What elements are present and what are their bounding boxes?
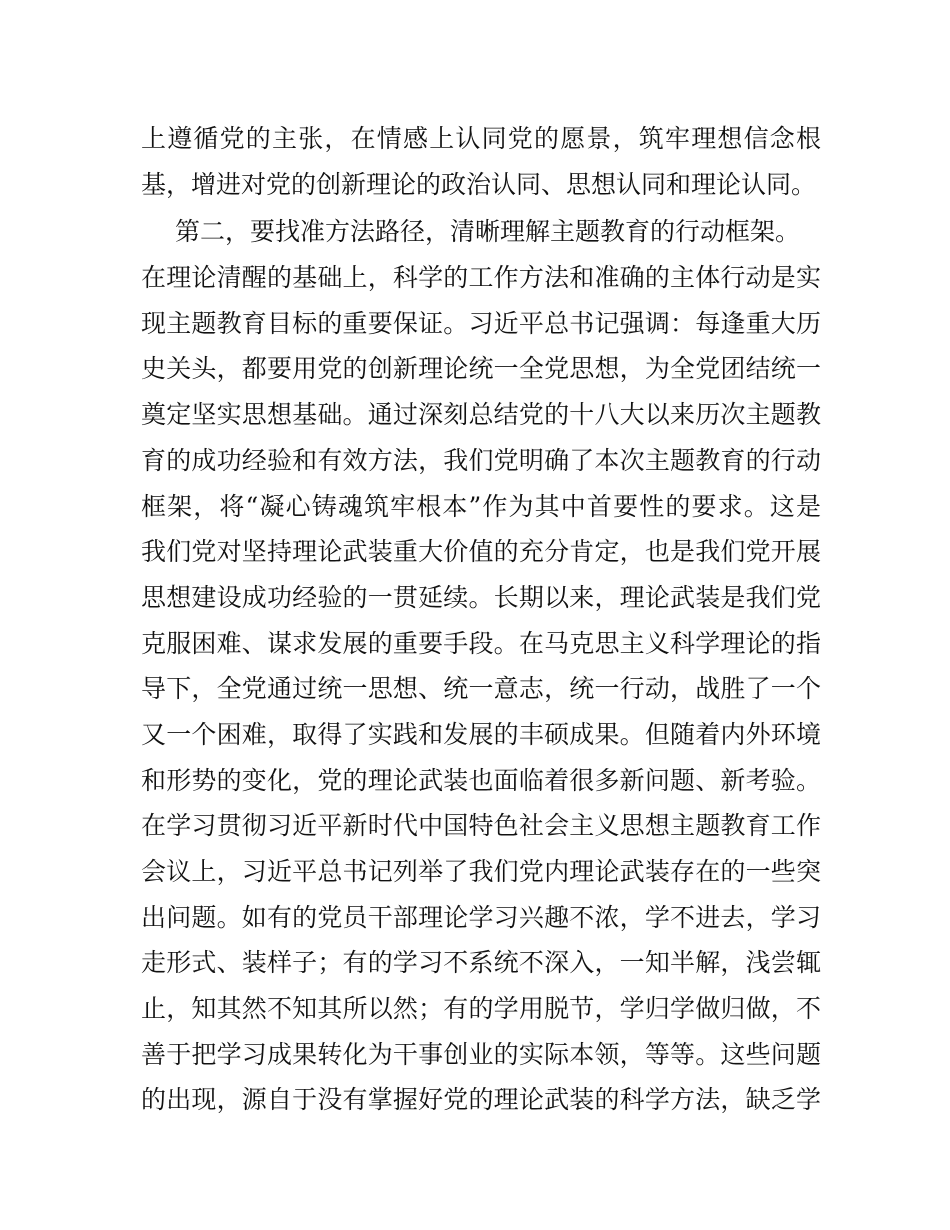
text-line: 在理论清醒的基础上，科学的工作方法和准确的主体行动是实	[141, 263, 821, 293]
text-line: 会议上，习近平总书记列举了我们党内理论武装存在的一些突	[141, 857, 821, 886]
text-line: 导下，全党通过统一思想、统一意志，统一行动，战胜了一个	[141, 674, 821, 704]
text-line: 和形势的变化，党的理论武装也面临着很多新问题、新考验。	[141, 765, 821, 795]
text-line: 我们党对坚持理论武装重大价值的充分肯定，也是我们党开展	[141, 537, 821, 567]
text-line: 第二，要找准方法路径，清晰理解主题教育的行动框架。	[175, 217, 801, 247]
text-line: 的出现，源自于没有掌握好党的理论武装的科学方法，缺乏学	[141, 1085, 821, 1115]
text-line: 框架，将“凝心铸魂筑牢根本”作为其中首要性的要求。这是	[141, 491, 821, 521]
text-line: 现主题教育目标的重要保证。习近平总书记强调：每逢重大历	[141, 308, 821, 338]
text-line: 出问题。如有的党员干部理论学习兴趣不浓，学不进去，学习	[141, 902, 821, 932]
text-line: 善于把学习成果转化为干事创业的实际本领，等等。这些问题	[141, 1039, 821, 1069]
text-line: 奠定坚实思想基础。通过深刻总结党的十八大以来历次主题教	[141, 400, 821, 430]
text-line: 又一个困难，取得了实践和发展的丰硕成果。但随着内外环境	[141, 719, 821, 749]
text-line: 走形式、装样子；有的学习不系统不深入，一知半解，浅尝辄	[141, 948, 821, 978]
text-line: 育的成功经验和有效方法，我们党明确了本次主题教育的行动	[141, 445, 821, 475]
text-line: 克服困难、谋求发展的重要手段。在马克思主义科学理论的指	[141, 628, 821, 658]
text-line: 思想建设成功经验的一贯延续。长期以来，理论武装是我们党	[141, 582, 821, 612]
paragraph	[141, 116, 821, 207]
text-line: 在学习贯彻习近平新时代中国特色社会主义思想主题教育工作	[141, 811, 821, 841]
text-line: 史关头，都要用党的创新理论统一全党思想，为全党团结统一	[141, 354, 821, 384]
text-line: 上遵循党的主张，在情感上认同党的愿景，筑牢理想信念根	[141, 124, 821, 153]
body-text	[141, 116, 821, 1123]
text-line: 止，知其然不知其所以然；有的学用脱节，学归学做归做，不	[141, 994, 821, 1024]
paragraph	[141, 209, 821, 1123]
text-line: 基，增进对党的创新理论的政治认同、思想认同和理论认同。	[141, 169, 817, 199]
